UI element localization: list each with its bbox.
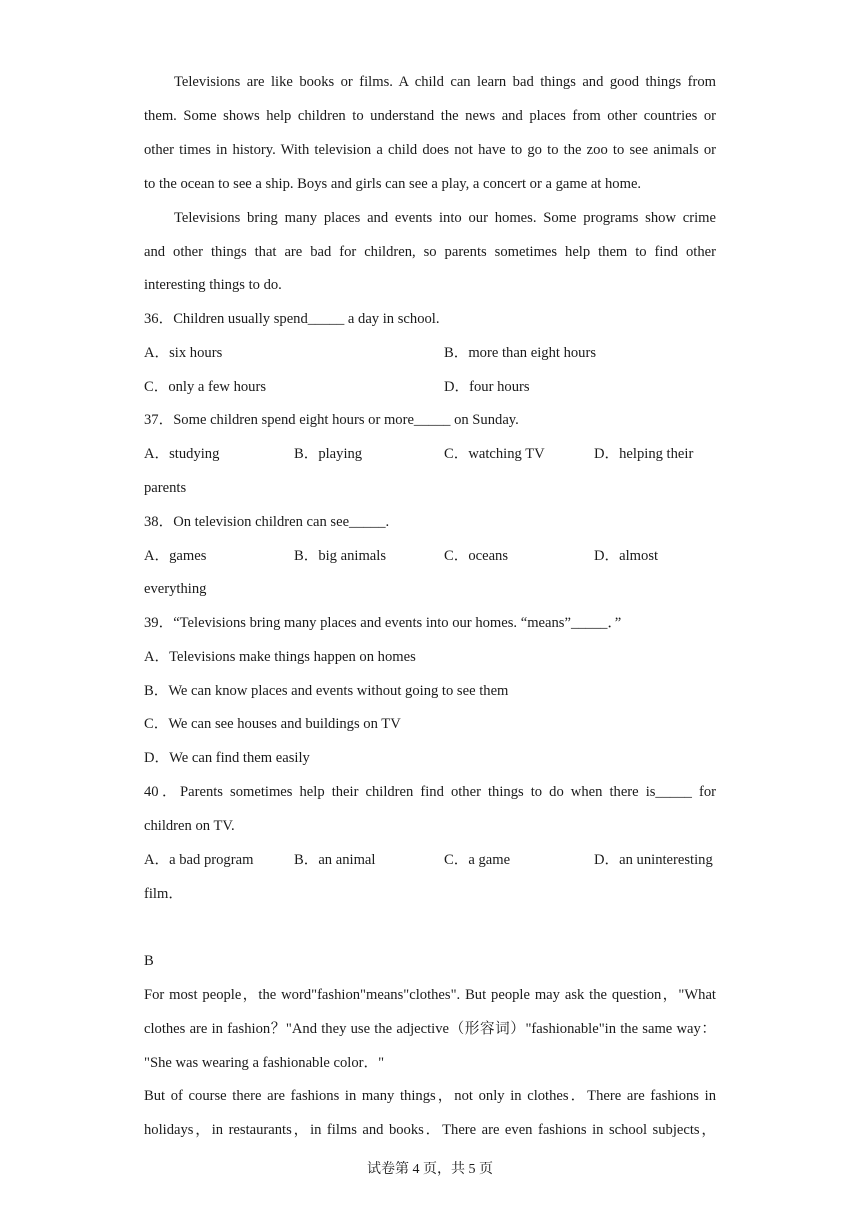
q36-option-a: A．six hours (144, 345, 223, 361)
q38-option-c: C．oceans (444, 548, 509, 564)
passage-a-line: Televisions bring many places and events into our homes. Some programs show crime (174, 210, 716, 226)
q36-option-d: D．four hours (444, 379, 530, 395)
q40-option-d-wrap: film． (144, 886, 183, 902)
passage-a-line: other times in history. With television a child does not have to go to the zoo to see animals or (144, 142, 716, 158)
q39-option-c: C．We can see houses and buildings on TV (144, 716, 401, 732)
q40-option-d: D．an uninteresting (594, 852, 713, 868)
q40-option-b: B．an animal (294, 852, 376, 868)
passage-a-line: Televisions are like books or films. A child can learn bad things and good things from (174, 74, 716, 90)
q36-option-b: B．more than eight hours (444, 345, 596, 361)
q38-option-d: D．almost (594, 548, 659, 564)
passage-b-line: clothes are in fashion？"And they use the adjective（形容词）"fashionable"in the same way： (144, 1021, 716, 1037)
question-40-stem-cont: children on TV. (144, 818, 235, 834)
passage-a-line: and other things that are bad for children, so parents sometimes help them to find other (144, 244, 716, 260)
question-36-stem: 36．Children usually spend_____ a day in school. (144, 311, 440, 327)
q36-option-c: C．only a few hours (144, 379, 267, 395)
q37-option-a: A．studying (144, 446, 220, 462)
q37-option-d-wrap: parents (144, 480, 187, 496)
passage-b-label: B (144, 953, 154, 969)
q39-option-b: B．We can know places and events without going to see them (144, 683, 509, 699)
passage-a-line: interesting things to do. (144, 277, 282, 293)
q40-option-c: C．a game (444, 852, 511, 868)
q37-option-c: C．watching TV (444, 446, 545, 462)
q38-option-a: A．games (144, 548, 207, 564)
passage-b-line: "She was wearing a fashionable color．" (144, 1055, 385, 1071)
q40-option-a: A．a bad program (144, 852, 254, 868)
passage-b-line: But of course there are fashions in many things，not only in clothes．There are fashions in (144, 1088, 716, 1104)
q39-option-a: A．Televisions make things happen on homes (144, 649, 416, 665)
question-40-stem: 40．Parents sometimes help their children find other things to do when there is_____ for (144, 784, 716, 800)
q37-option-d: D．helping their (594, 446, 694, 462)
question-39-stem: 39．“Televisions bring many places and events into our homes. “means”_____．” (144, 615, 622, 631)
passage-b-line: holidays，in restaurants，in films and books．There are even fashions in school subjects， (144, 1122, 716, 1138)
passage-a-line: to the ocean to see a ship. Boys and girls can see a play, a concert or a game at home. (144, 176, 642, 192)
question-38-stem: 38．On television children can see_____. (144, 514, 390, 530)
passage-a-line: them. Some shows help children to understand the news and places from other countries or (144, 108, 716, 124)
q38-option-b: B．big animals (294, 548, 387, 564)
q38-option-d-wrap: everything (144, 581, 207, 597)
page-footer: 试卷第 4 页，共 5 页 (367, 1162, 493, 1177)
q39-option-d: D．We can find them easily (144, 750, 310, 766)
q37-option-b: B．playing (294, 446, 363, 462)
passage-b-line: For most people，the word"fashion"means"clothes". But people may ask the question，"What (144, 987, 716, 1003)
question-37-stem: 37．Some children spend eight hours or more_____ on Sunday. (144, 412, 519, 428)
